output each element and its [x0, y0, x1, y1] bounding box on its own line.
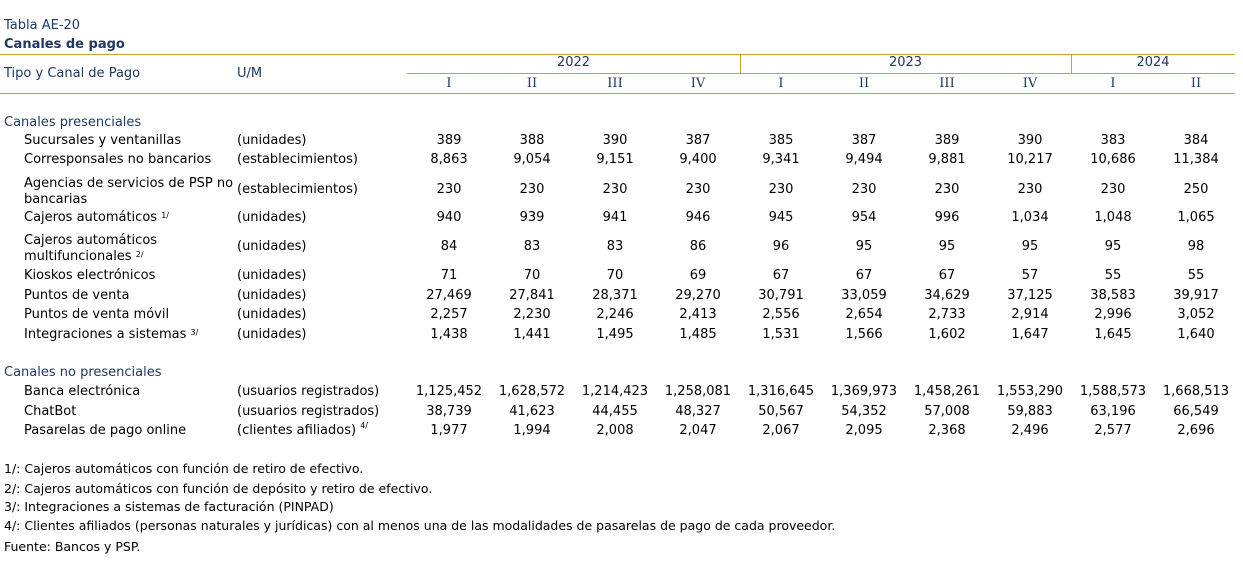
footnote-marker: 3/	[190, 328, 199, 337]
table-cell: 2,733	[928, 307, 966, 322]
table-cell: 230	[768, 182, 794, 197]
table-cell: 27,469	[426, 288, 472, 303]
table-cell: 1,668,513	[1162, 384, 1230, 399]
row-unit-text: (unidades)	[237, 239, 307, 254]
footnote: 3/: Integraciones a sistemas de facturación (PINPAD)	[4, 499, 334, 514]
section-header: Canales presenciales	[4, 115, 142, 130]
row-unit	[237, 210, 306, 225]
table-cell: 27,841	[509, 288, 555, 303]
table-cell: 1,258,081	[664, 384, 732, 399]
row-label	[24, 210, 236, 226]
row-unit	[237, 239, 306, 254]
table-cell: 95	[855, 239, 873, 254]
table-cell: 230	[1100, 182, 1126, 197]
row-unit	[237, 423, 368, 438]
footnote: 1/: Cajeros automáticos con función de retiro de efectivo.	[4, 461, 364, 476]
table-cell: 389	[436, 133, 462, 148]
table-cell: 10,686	[1090, 152, 1136, 167]
table-cell: 2,996	[1094, 307, 1132, 322]
table-cell: 996	[934, 210, 960, 225]
table-cell: 67	[772, 268, 790, 283]
row-unit-text: (usuarios registrados)	[237, 384, 380, 399]
table-cell: 1,441	[513, 327, 551, 342]
row-unit-text: (unidades)	[237, 327, 307, 342]
table-cell: 95	[1104, 239, 1122, 254]
section-header: Canales no presenciales	[4, 365, 162, 380]
row-label	[24, 307, 236, 323]
table-cell: 8,863	[430, 152, 468, 167]
table-cell: 1,125,452	[415, 384, 483, 399]
table-title: Canales de pago	[4, 37, 125, 52]
table-cell: 10,217	[1007, 152, 1053, 167]
table-cell: 945	[768, 210, 794, 225]
row-label	[24, 233, 236, 265]
table-cell: 2,496	[1011, 423, 1049, 438]
table-cell: 70	[523, 268, 541, 283]
table-cell: 69	[689, 268, 707, 283]
table-cell: 389	[934, 133, 960, 148]
table-cell: 98	[1187, 239, 1205, 254]
row-unit	[237, 288, 306, 303]
table-cell: 250	[1183, 182, 1209, 197]
table-cell: 230	[934, 182, 960, 197]
row-label-text: Puntos de venta	[24, 288, 130, 303]
quarter-header: I	[1110, 76, 1116, 91]
table-cell: 1,553,290	[996, 384, 1064, 399]
year-underline-rule	[407, 73, 1235, 74]
table-cell: 387	[685, 133, 711, 148]
row-label	[24, 133, 236, 149]
year-header: 2023	[888, 55, 923, 70]
footnote: 2/: Cajeros automáticos con función de depósito y retiro de efectivo.	[4, 481, 433, 496]
row-unit	[237, 182, 358, 197]
quarter-header: II	[858, 76, 870, 91]
row-label-text: Pasarelas de pago online	[24, 423, 187, 438]
row-label	[24, 327, 236, 343]
table-cell: 2,914	[1011, 307, 1049, 322]
table-cell: 1,588,573	[1079, 384, 1147, 399]
header-bottom-rule	[0, 93, 1235, 94]
table-cell: 946	[685, 210, 711, 225]
table-cell: 39,917	[1173, 288, 1219, 303]
table-cell: 67	[855, 268, 873, 283]
table-cell: 54,352	[841, 404, 887, 419]
source-note: Fuente: Bancos y PSP.	[4, 539, 141, 554]
table-cell: 1,458,261	[913, 384, 981, 399]
table-cell: 2,413	[679, 307, 717, 322]
table-cell: 83	[606, 239, 624, 254]
row-unit	[237, 152, 358, 167]
table-cell: 2,368	[928, 423, 966, 438]
table-cell: 95	[938, 239, 956, 254]
footnote-marker: 4/	[360, 421, 369, 430]
row-label	[24, 288, 236, 304]
table-cell: 9,400	[679, 152, 717, 167]
table-cell: 1,602	[928, 327, 966, 342]
table-cell: 939	[519, 210, 545, 225]
table-cell: 383	[1100, 133, 1126, 148]
table-cell: 96	[772, 239, 790, 254]
table-cell: 2,257	[430, 307, 468, 322]
table-cell: 940	[436, 210, 462, 225]
quarter-header: IV	[690, 76, 706, 91]
table-cell: 1,640	[1177, 327, 1215, 342]
row-label-text: Corresponsales no bancarios	[24, 152, 212, 167]
row-label-text: Kioskos electrónicos	[24, 268, 156, 283]
row-unit-text: (unidades)	[237, 307, 307, 322]
table-cell: 41,623	[509, 404, 555, 419]
table-cell: 230	[519, 182, 545, 197]
quarter-header: I	[446, 76, 452, 91]
row-label	[24, 152, 236, 168]
column-header-unit: U/M	[237, 66, 263, 81]
table-cell: 1,628,572	[498, 384, 566, 399]
table-cell: 387	[851, 133, 877, 148]
table-cell: 1,214,423	[581, 384, 649, 399]
table-cell: 2,577	[1094, 423, 1132, 438]
row-unit-text: (usuarios registrados)	[237, 404, 380, 419]
row-unit-text: (unidades)	[237, 268, 307, 283]
quarter-header: IV	[1022, 76, 1038, 91]
table-cell: 30,791	[758, 288, 804, 303]
table-cell: 2,047	[679, 423, 717, 438]
table-cell: 29,270	[675, 288, 721, 303]
row-label-text: Banca electrónica	[24, 384, 141, 399]
table-cell: 9,494	[845, 152, 883, 167]
table-cell: 28,371	[592, 288, 638, 303]
table-cell: 954	[851, 210, 877, 225]
table-cell: 230	[1017, 182, 1043, 197]
table-cell: 388	[519, 133, 545, 148]
row-label-text: Integraciones a sistemas	[24, 327, 187, 342]
row-label	[24, 176, 236, 208]
row-label-text: Sucursales y ventanillas	[24, 133, 182, 148]
row-label-text: Cajeros automáticos multifuncionales	[24, 233, 158, 264]
footnote-marker: 2/	[135, 250, 144, 259]
table-cell: 1,065	[1177, 210, 1215, 225]
row-unit-text: (clientes afiliados)	[237, 423, 357, 438]
row-unit	[237, 133, 306, 148]
row-unit-text: (establecimientos)	[237, 152, 358, 167]
table-cell: 2,095	[845, 423, 883, 438]
table-code: Tabla AE-20	[4, 18, 81, 33]
table-cell: 230	[436, 182, 462, 197]
table-cell: 34,629	[924, 288, 970, 303]
table-cell: 70	[606, 268, 624, 283]
table-cell: 1,316,645	[747, 384, 815, 399]
table-cell: 1,369,973	[830, 384, 898, 399]
table-cell: 1,977	[430, 423, 468, 438]
table-cell: 3,052	[1177, 307, 1215, 322]
table-cell: 384	[1183, 133, 1209, 148]
table-cell: 2,654	[845, 307, 883, 322]
row-unit	[237, 268, 306, 283]
table-cell: 1,485	[679, 327, 717, 342]
row-unit-text: (unidades)	[237, 288, 307, 303]
table-cell: 48,327	[675, 404, 721, 419]
table-cell: 67	[938, 268, 956, 283]
table-cell: 941	[602, 210, 628, 225]
row-unit-text: (unidades)	[237, 210, 307, 225]
table-cell: 385	[768, 133, 794, 148]
row-label	[24, 384, 236, 400]
table-cell: 230	[602, 182, 628, 197]
row-label-text: Cajeros automáticos	[24, 210, 158, 225]
year-header: 2022	[556, 55, 591, 70]
table-cell: 33,059	[841, 288, 887, 303]
table-cell: 1,645	[1094, 327, 1132, 342]
table-cell: 55	[1187, 268, 1205, 283]
table-cell: 1,048	[1094, 210, 1132, 225]
row-unit	[237, 327, 306, 342]
table-cell: 37,125	[1007, 288, 1053, 303]
row-label	[24, 423, 236, 439]
row-unit	[237, 307, 306, 322]
row-label	[24, 268, 236, 284]
row-label-text: Puntos de venta móvil	[24, 307, 170, 322]
row-unit	[237, 384, 379, 399]
table-cell: 230	[851, 182, 877, 197]
table-cell: 1,438	[430, 327, 468, 342]
footnote: 4/: Clientes afiliados (personas naturales y jurídicas) con al menos una de las modalidades de pasarelas de pago de cada proveedor.	[4, 518, 836, 533]
table-cell: 2,008	[596, 423, 634, 438]
table-cell: 71	[440, 268, 458, 283]
row-label-text: ChatBot	[24, 404, 77, 419]
year-header: 2024	[1136, 55, 1170, 70]
table-cell: 9,881	[928, 152, 966, 167]
table-cell: 55	[1104, 268, 1122, 283]
table-cell: 2,556	[762, 307, 800, 322]
footnote-marker: 1/	[161, 211, 169, 220]
row-unit	[237, 404, 379, 419]
quarter-header: III	[939, 76, 955, 91]
table-cell: 1,034	[1011, 210, 1049, 225]
table-cell: 38,583	[1090, 288, 1136, 303]
table-cell: 2,246	[596, 307, 634, 322]
row-label	[24, 404, 236, 420]
quarter-header: II	[526, 76, 538, 91]
table-cell: 50,567	[758, 404, 804, 419]
table-cell: 63,196	[1090, 404, 1136, 419]
table-cell: 1,495	[596, 327, 634, 342]
quarter-header: II	[1190, 76, 1202, 91]
table-cell: 9,054	[513, 152, 551, 167]
column-header-type: Tipo y Canal de Pago	[4, 66, 141, 81]
table-cell: 86	[689, 239, 707, 254]
table-cell: 57,008	[924, 404, 970, 419]
quarter-header: III	[607, 76, 623, 91]
table-cell: 9,341	[762, 152, 800, 167]
table-cell: 44,455	[592, 404, 638, 419]
table-cell: 1,531	[762, 327, 800, 342]
table-cell: 84	[440, 239, 458, 254]
row-unit-text: (establecimientos)	[237, 182, 358, 197]
table-cell: 2,696	[1177, 423, 1215, 438]
table-cell: 59,883	[1007, 404, 1053, 419]
row-label-text: Agencias de servicios de PSP no bancarias	[24, 176, 234, 207]
table-cell: 390	[1017, 133, 1043, 148]
table-cell: 9,151	[596, 152, 634, 167]
table-cell: 57	[1021, 268, 1039, 283]
table-cell: 11,384	[1173, 152, 1219, 167]
table-cell: 1,647	[1011, 327, 1049, 342]
table-cell: 230	[685, 182, 711, 197]
table-cell: 1,566	[845, 327, 883, 342]
table-cell: 390	[602, 133, 628, 148]
quarter-header: I	[778, 76, 784, 91]
table-cell: 66,549	[1173, 404, 1219, 419]
table-cell: 1,994	[513, 423, 551, 438]
table-cell: 2,067	[762, 423, 800, 438]
table-cell: 2,230	[513, 307, 551, 322]
table-cell: 38,739	[426, 404, 472, 419]
table-cell: 83	[523, 239, 541, 254]
row-unit-text: (unidades)	[237, 133, 307, 148]
table-cell: 95	[1021, 239, 1039, 254]
